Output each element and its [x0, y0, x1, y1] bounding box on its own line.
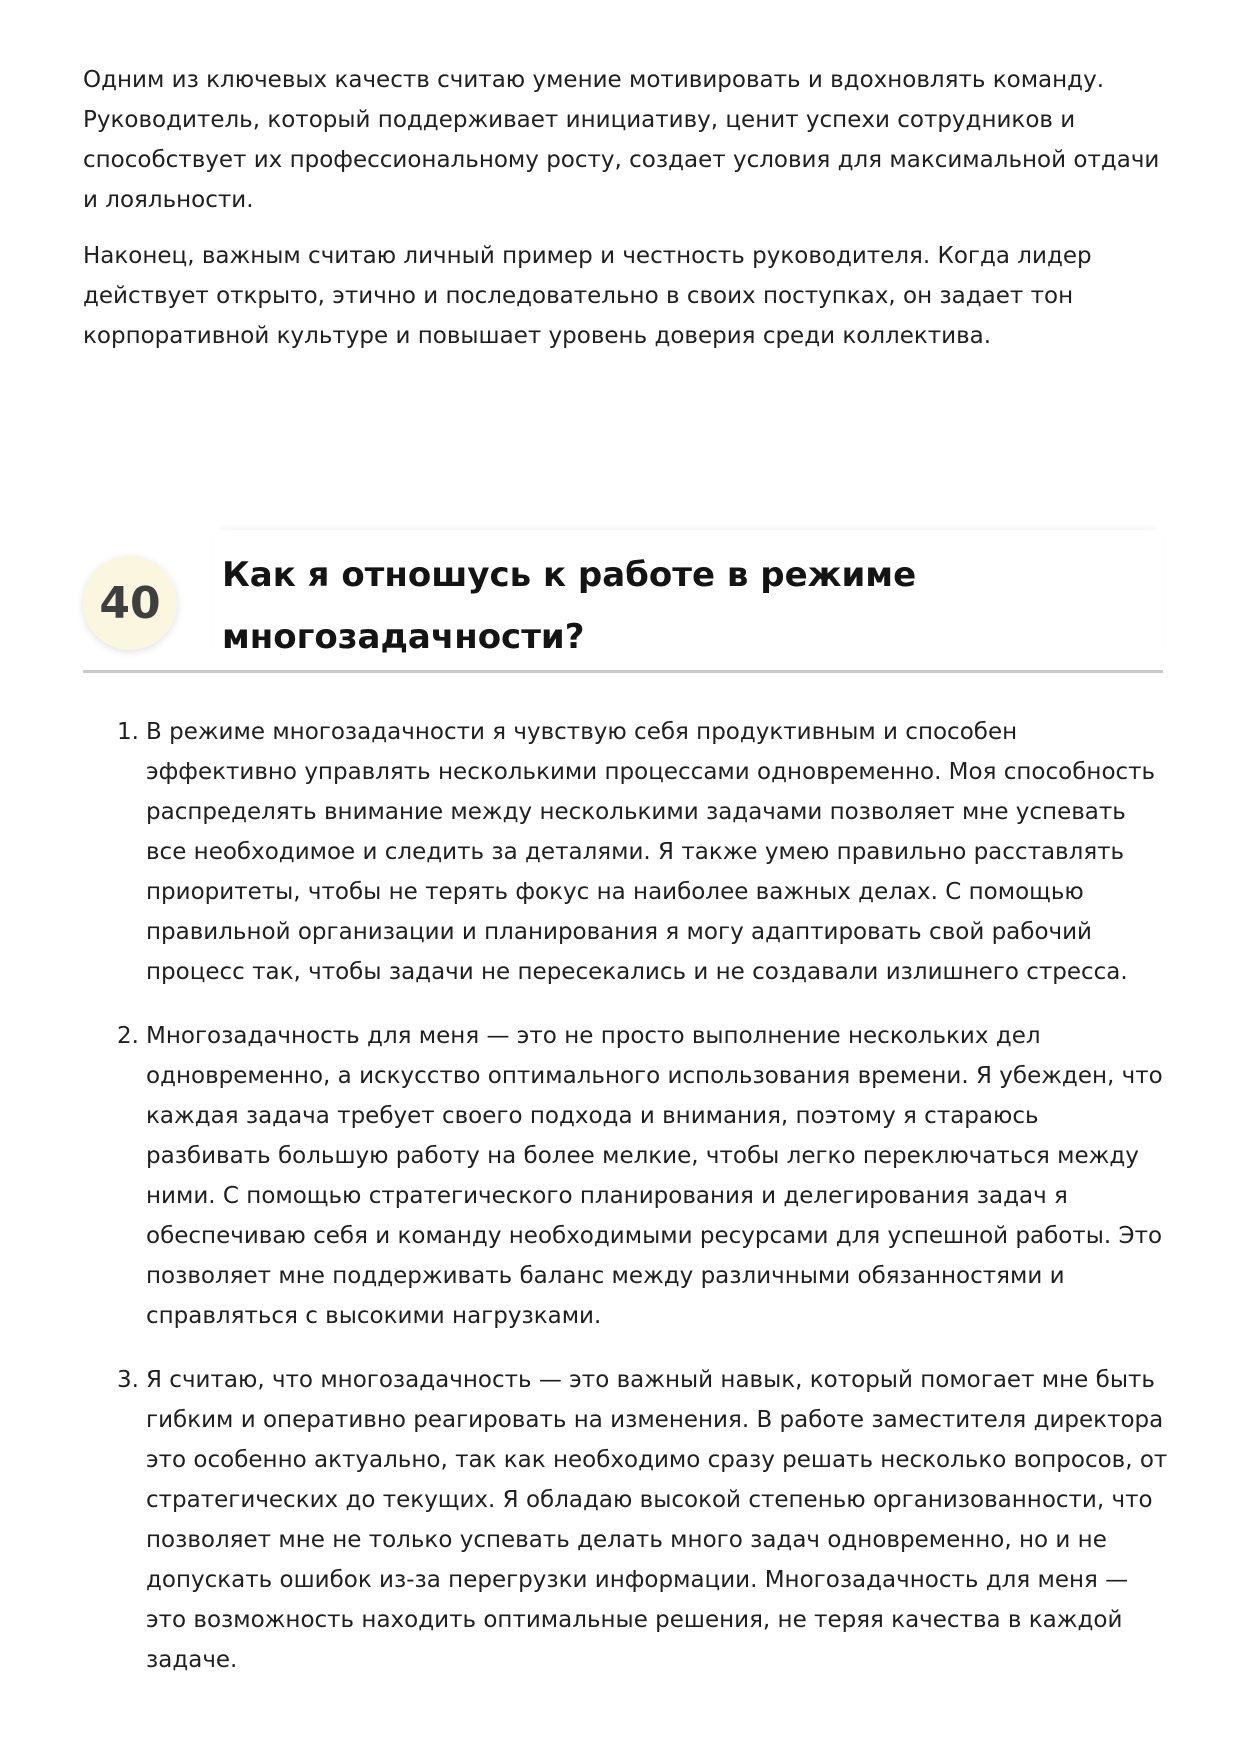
intro-text	[83, 60, 1168, 372]
answer-text: В режиме многозадачности я чувствую себя продуктивным и способен эффективно управлять несколькими процессами одновременно. Моя способность распределять внимание между несколькими задачами позволяет мне успевать все необходимое и следить за деталями. Я также умею правильно расставлять приоритеты, чтобы не терять фокус на наиболее важных делах. С помощью правильной организации и планирования я могу адаптировать свой рабочий процесс так, чтобы задачи не пересекались и не создавали излишнего стресса.	[146, 719, 1156, 985]
answer-number: 1.	[117, 719, 139, 745]
intro-paragraph: Одним из ключевых качеств считаю умение мотивировать и вдохновлять команду. Руководитель, который поддерживает инициативу, ценит успехи сотрудников и способствует их профессиональному росту, создает условия для максимальной отдачи и лояльности.	[83, 67, 1160, 213]
answer-item	[83, 1016, 1168, 1336]
answer-text: Я считаю, что многозадачность — это важный навык, который помогает мне быть гибким и оперативно реагировать на изменения. В работе заместителя директора это особенно актуально, так как необходимо сразу решать несколько вопросов, от стратегических до текущих. Я обладаю высокой степенью организованности, что позволяет мне не только успевать делать много задач одновременно, но и не допускать ошибок из-за перегрузки информации. Многозадачность для меня — это возможность находить оптимальные решения, не теряя качества в каждой задаче.	[146, 1367, 1168, 1673]
answer-item	[83, 712, 1168, 992]
answer-list	[83, 712, 1168, 1704]
question-header	[83, 530, 1163, 673]
answer-number: 2.	[117, 1023, 139, 1049]
answer-item	[83, 1360, 1168, 1680]
answer-text: Многозадачность для меня — это не просто выполнение нескольких дел одновременно, а искусство оптимального использования времени. Я убежден, что каждая задача требует своего подхода и внимания, поэтому я стараюсь разбивать большую работу на более мелкие, чтобы легко переключаться между ними. С помощью стратегического планирования и делегирования задач я обеспечиваю себя и команду необходимыми ресурсами для успешной работы. Это позволяет мне поддерживать баланс между различными обязанностями и справляться с высокими нагрузками.	[146, 1023, 1163, 1329]
intro-paragraph: Наконец, важным считаю личный пример и честность руководителя. Когда лидер действует открыто, этично и последовательно в своих поступках, он задает тон корпоративной культуре и повышает уровень доверия среди коллектива.	[83, 243, 1092, 349]
question-number-badge: 40	[83, 556, 177, 650]
question-title: Как я отношусь к работе в режиме многозадачности?	[222, 555, 917, 657]
answer-number: 3.	[117, 1367, 139, 1393]
